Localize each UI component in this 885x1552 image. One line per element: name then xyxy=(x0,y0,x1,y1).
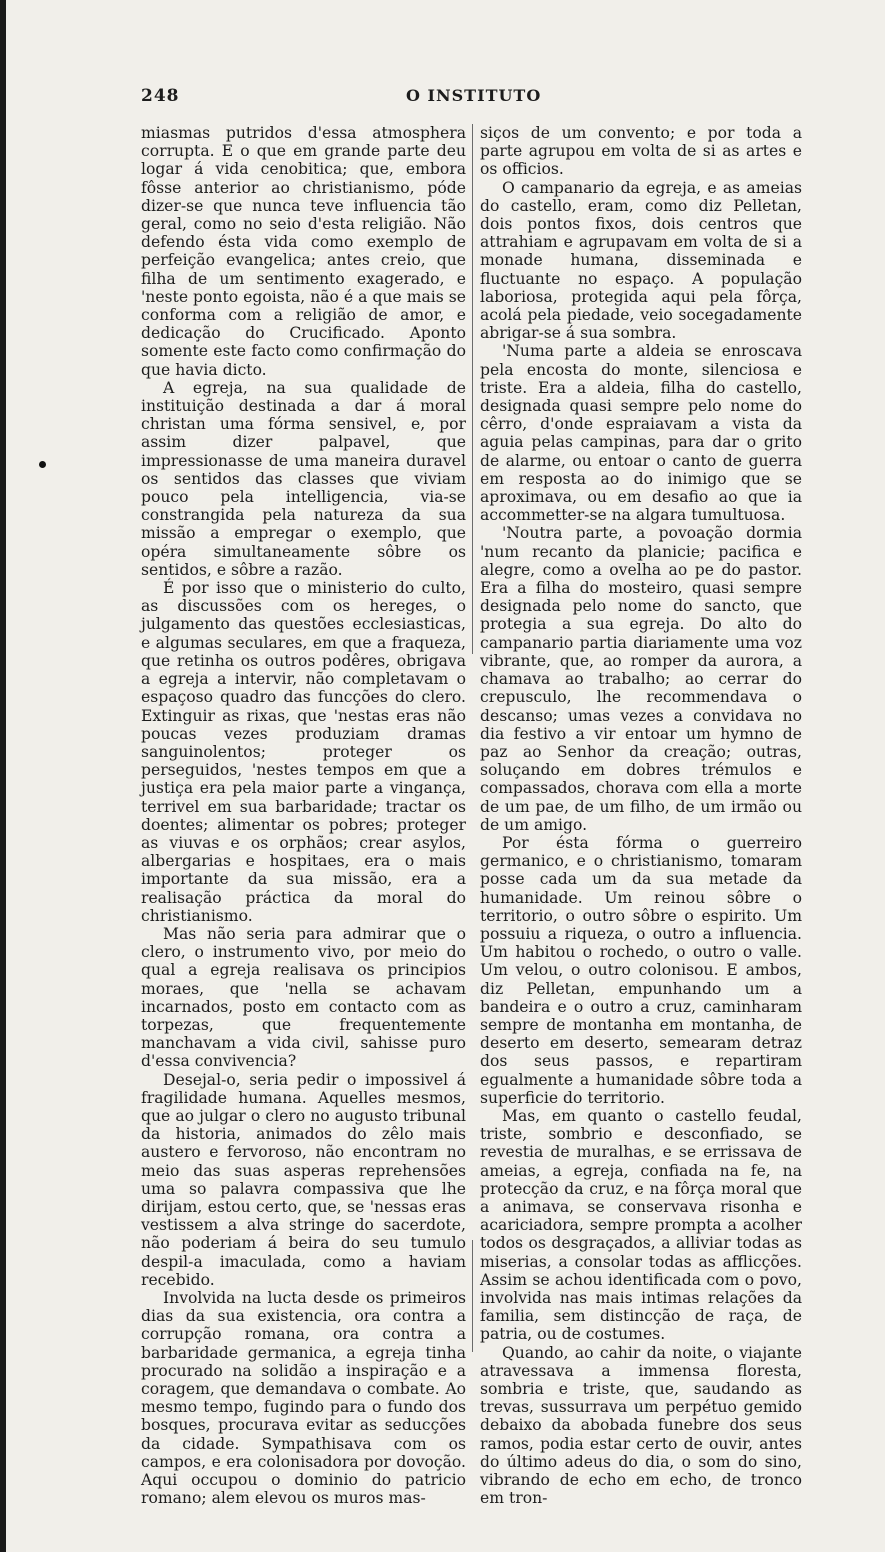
paragraph: Mas, em quanto o castello feudal, triste, sombrio e desconfiado, se revestia de muralhas, e se errissava de ameias, a egreja, confiada na fe, na protecção da cruz, e na fôrça moral que a animava, se conservava risonha e acariciadora, sempre prompta a acolher todos os desgraçados, a alliviar todas as miserias, a consolar todas as afflicções. Assim se achou identificada com o povo, involvida nas mais intimas relações da familia, sem distincção de raça, de patria, ou de costumes. xyxy=(480,1106,802,1344)
paragraph: 'Noutra parte, a povoação dormia 'num recanto da planicie; pacifica e alegre, como a ovelha ao pe do pastor. Era a filha do mosteiro, quasi sempre designada pelo nome do sancto, que protegia a sua egreja. Do alto do campanario partia diariamente uma voz vibrante, que, ao romper da aurora, a chamava ao trabalho; ao cerrar do crepusculo, lhe recommendava o descanso; umas vezes a convidava no dia festivo a vir entoar um hymno de paz ao Senhor da creação; outras, soluçando em dobres trémulos e compassados, chorava com ella a morte de um pae, de um filho, de um irmão ou de um amigo. xyxy=(480,524,802,834)
paragraph: Desejal-o, seria pedir o impossivel á fragilidade humana. Aquelles mesmos, que ao julgar o clero no augusto tribunal da historia, animados do zêlo mais austero e fervoroso, não encontram no meio das suas asperas reprehensões uma so palavra compassiva que lhe dirijam, estou certo, que, se 'nessas eras vestissem a alva stringe do sacerdote, não poderiam á beira do seu tumulo despil-a imaculada, como a haviam recebido. xyxy=(141,1070,466,1289)
paragraph: siços de um convento; e por toda a parte agrupou em volta de si as artes e os officios. xyxy=(480,124,802,179)
paragraph: Involvida na lucta desde os primeiros dias da sua existencia, ora contra a corrupção romana, ora contra a barbaridade germanica, a egreja tinha procurado na solidão a inspiração e a coragem, que demandava o combate. Ao mesmo tempo, fugindo para o fundo dos bosques, procurava evitar as seducções da cidade. Sympathisava com os campos, e era colonisadora por dovoção. Aqui occupou o dominio do patricio romano; alem elevou os muros mas- xyxy=(141,1289,466,1508)
paragraph: Mas não seria para admirar que o clero, o instrumento vivo, por meio do qual a egreja realisava os principios moraes, que 'nella se achavam incarnados, posto em contacto com as torpezas, que frequentemente manchavam a vida civil, sahisse puro d'essa convivencia? xyxy=(141,924,466,1071)
running-title: O INSTITUTO xyxy=(406,86,542,105)
margin-ink-dot xyxy=(39,461,46,468)
paragraph: A egreja, na sua qualidade de instituição destinada a dar á moral christan uma fórma sensivel, e, por assim dizer palpavel, que impressionasse de uma maneira duravel os sentidos das classes que viviam pouco pela intelligencia, via-se constrangida pela natureza da sua missão a empregar o exemplo, que opéra simultaneamente sôbre os sentidos, e sôbre a razão. xyxy=(141,378,466,579)
paragraph: Quando, ao cahir da noite, o viajante atravessava a immensa floresta, sombria e triste, que, saudando as trevas, sussurrava um perpétuo gemido debaixo da abobada funebre dos seus ramos, podia estar certo de ouvir, antes do último adeus do dia, o som do sino, vibrando de echo em echo, de tronco em tron- xyxy=(480,1343,802,1508)
paragraph: É por isso que o ministerio do culto, as discussões com os hereges, o julgamento das questões ecclesiasticas, e algumas seculares, em que a fraqueza, que retinha os outros podêres, obrigava a egreja a intervir, não completavam o espaçoso quadro das funcções do clero. Extinguir as rixas, que 'nestas eras não poucas vezes produziam dramas sanguinolentos; proteger os perseguidos, 'nestes tempos em que a justiça era pela maior parte a vingança, terrivel em sua barbaridade; tractar os doentes; alimentar os pobres; proteger as viuvas e os orphãos; crear asylos, albergarias e hospitaes, era o mais importante da sua missão, era a realisação práctica da moral do christianismo. xyxy=(141,579,466,925)
left-column xyxy=(141,124,466,1507)
page-number: 248 xyxy=(141,86,180,106)
column-divider xyxy=(472,124,473,654)
paragraph: 'Numa parte a aldeia se enroscava pela encosta do monte, silenciosa e triste. Era a aldeia, filha do castello, designada quasi sempre pelo nome do cêrro, d'onde espraiavam a vista da aguia pelas campinas, para dar o grito de alarme, ou entoar o canto de guerra em resposta ao do inimigo que se aproximava, ou em desafio ao que ia accommetter-se na algara tumultuosa. xyxy=(480,342,802,525)
paragraph: miasmas putridos d'essa atmosphera corrupta. E o que em grande parte deu logar á vida cenobitica; que, embora fôsse anterior ao christianismo, póde dizer-se que nunca teve influencia tão geral, como no seio d'esta religião. Não defendo ésta vida como exemplo de perfeição evangelica; antes creio, que filha de um sentimento exagerado, e 'neste ponto egoista, não é a que mais se conforma com a religião de amor, e dedicação do Crucificado. Aponto somente este facto como confirmação do que havia dicto. xyxy=(141,124,466,379)
column-divider xyxy=(472,1240,473,1352)
paragraph: Por ésta fórma o guerreiro germanico, e o christianismo, tomaram posse cada um da sua metade da humanidade. Um reinou sôbre o territorio, o outro sôbre o espirito. Um possuiu a riqueza, o outro a influencia. Um habitou o rochedo, o outro o valle. Um velou, o outro colonisou. E ambos, diz Pelletan, empunhando um a bandeira e o outro a cruz, caminharam sempre de montanha em montanha, de deserto em deserto, semearam detraz dos seus passos, e repartiram egualmente a humanidade sôbre toda a superficie do territorio. xyxy=(480,833,802,1107)
right-column xyxy=(480,124,802,1507)
paragraph: O campanario da egreja, e as ameias do castello, eram, como diz Pelletan, dois pontos fixos, dois centros que attrahiam e agrupavam em volta de si a monade humana, disseminada e fluctuante no espaço. A população laboriosa, protegida aqui pela fôrça, acolá pela piedade, veio socegadamente abrigar-se á sua sombra. xyxy=(480,178,802,343)
